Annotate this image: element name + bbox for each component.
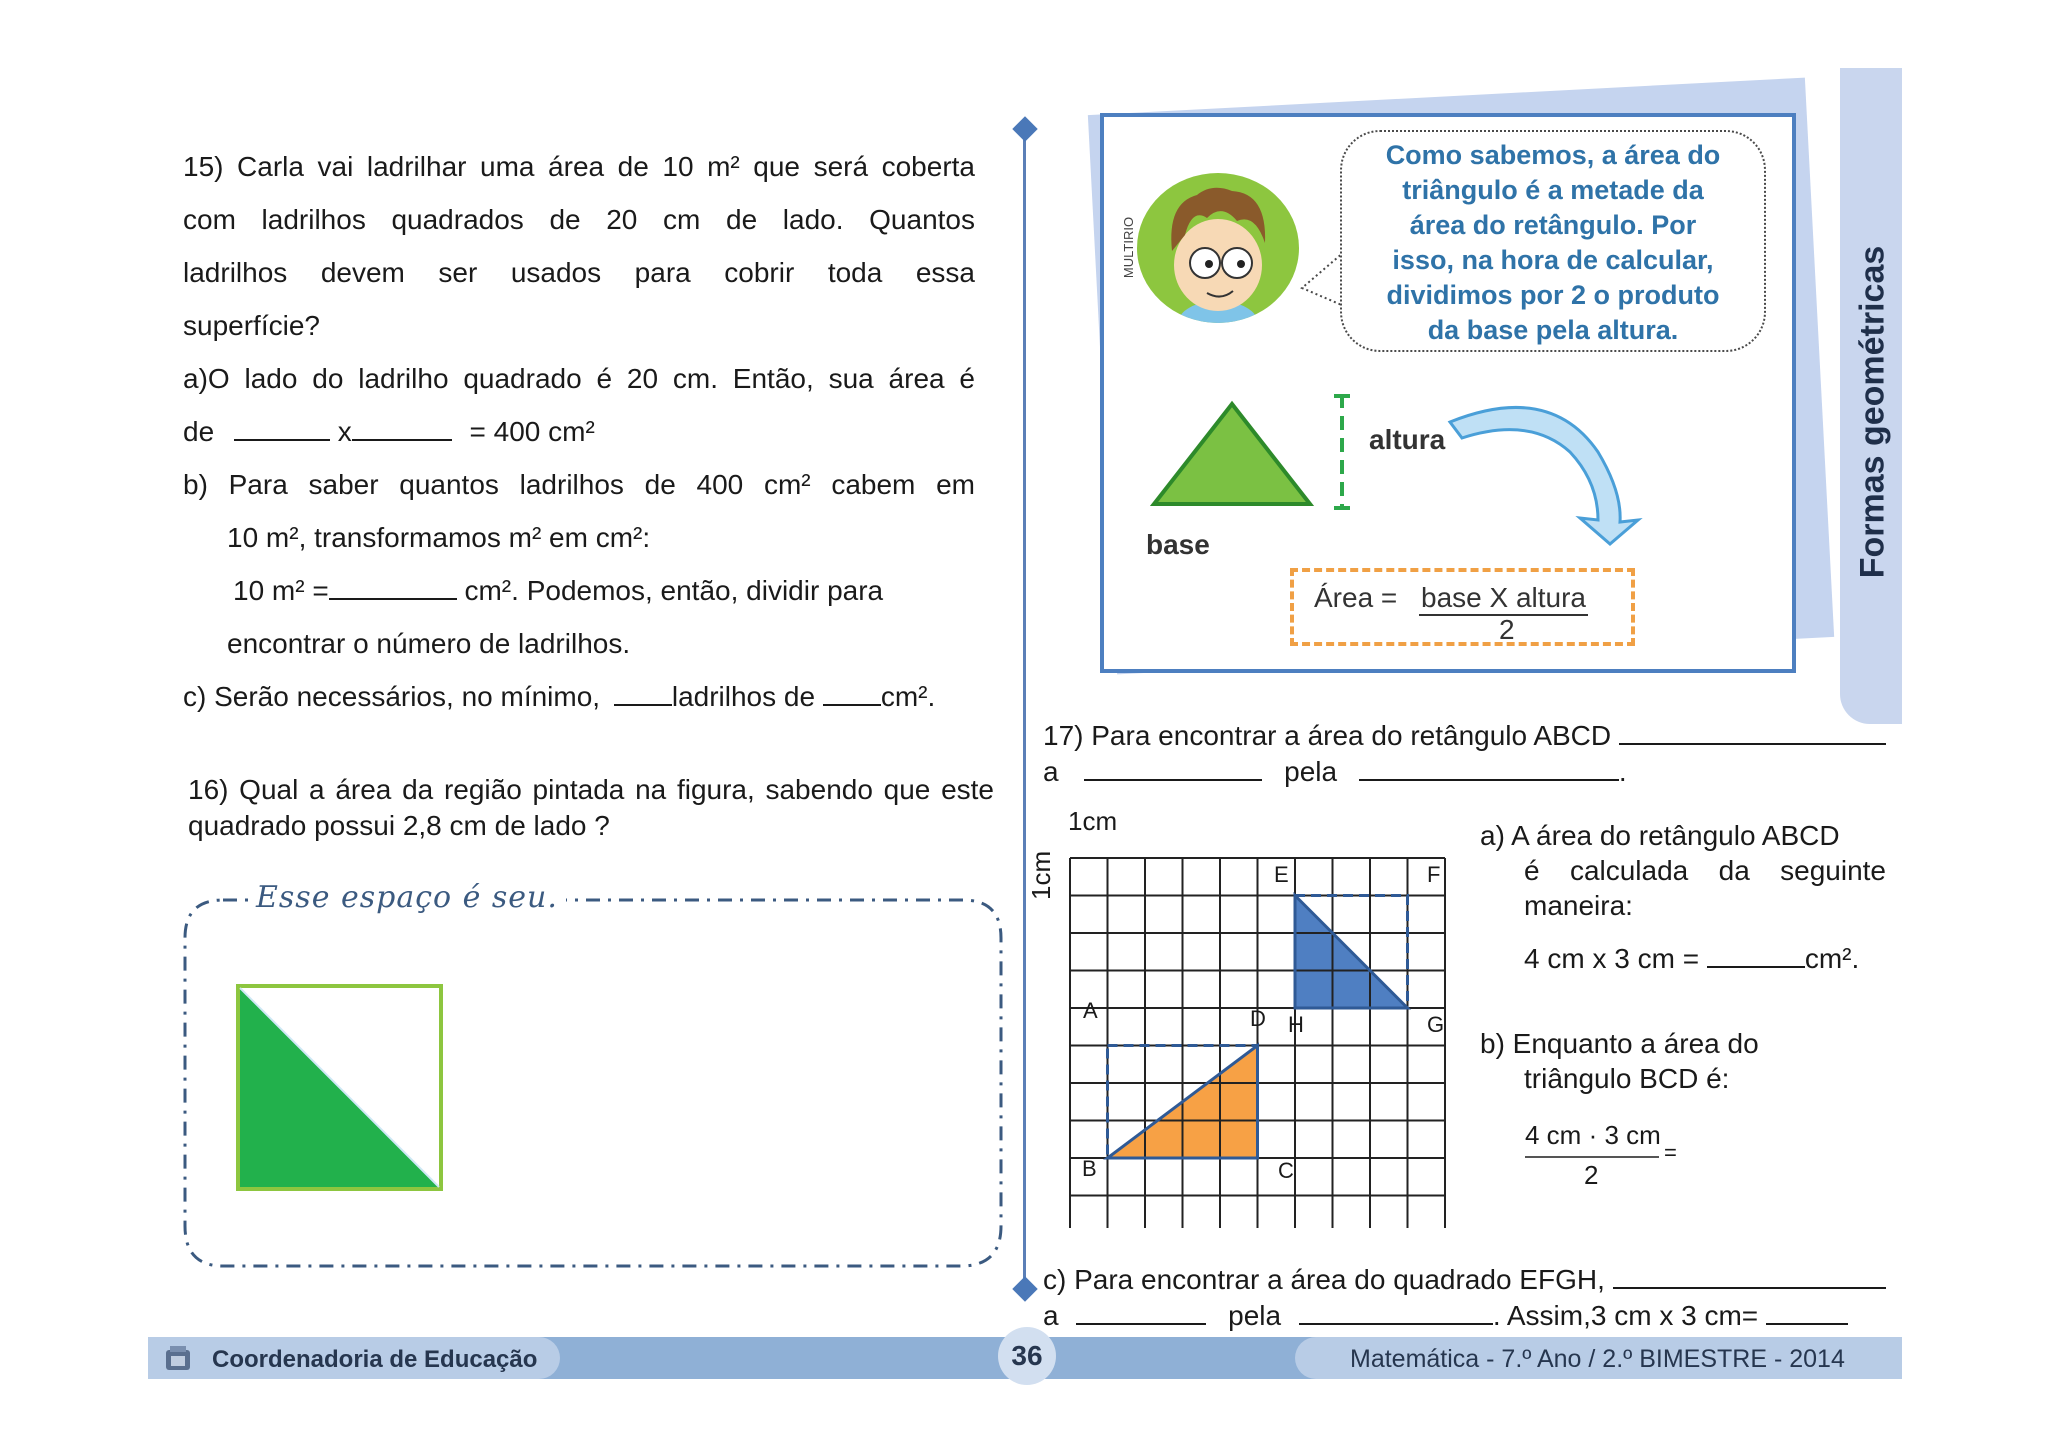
q17c-line: c) Para encontrar a área do quadrado EFGH, — [1043, 1264, 1605, 1295]
answer-blank[interactable] — [329, 574, 457, 600]
triangle-diagram — [1150, 392, 1670, 582]
q17b-numerator: 4 cm · 3 cm — [1525, 1120, 1661, 1150]
q17-pela: pela — [1284, 756, 1338, 787]
crest-icon — [160, 1344, 196, 1374]
grid-unit-side: 1cm — [1026, 850, 1056, 900]
point-label-E: E — [1274, 862, 1289, 887]
speech-line: triângulo é a metade da — [1402, 175, 1704, 205]
q15-a-prefix: de — [183, 416, 215, 447]
q15-b-answer — [183, 564, 975, 617]
answer-blank[interactable] — [1359, 755, 1619, 781]
speech-line: Como sabemos, a área do — [1385, 140, 1721, 170]
question-16: 16) Qual a área da região pintada na figura, sabendo que este quadrado possui 2,8 cm de lado ? — [188, 774, 994, 841]
point-label-H: H — [1288, 1012, 1304, 1037]
footer-left-text: Coordenadoria de Educação — [212, 1346, 538, 1373]
answer-space-label: Esse espaço é seu. — [248, 880, 566, 915]
q15-a-answer — [183, 405, 975, 458]
side-tab-title: Formas geométricas — [1853, 245, 1892, 579]
formula-lhs: Área = — [1314, 582, 1398, 613]
q15-b-line: b) Para saber quantos ladrilhos de 400 cm² cabem em — [183, 469, 975, 500]
q15-c-post: cm². — [880, 681, 936, 712]
point-label-B: B — [1082, 1156, 1097, 1181]
q15-line: 15) Carla vai ladrilhar uma área de 10 m² que será coberta — [183, 151, 975, 182]
speech-line: área do retângulo. Por — [1409, 210, 1697, 240]
point-label-A: A — [1083, 998, 1098, 1023]
q15-c-mid: ladrilhos de — [671, 681, 816, 712]
column-divider — [1023, 128, 1026, 1298]
answer-blank[interactable] — [1084, 755, 1262, 781]
speech-line: dividimos por 2 o produto — [1386, 280, 1720, 310]
answer-blank[interactable] — [614, 680, 672, 706]
q15-b-pre: 10 m² = — [233, 575, 329, 606]
q15-b-line: 10 m², transformamos m² em cm²: — [227, 522, 651, 553]
q17a-unit: cm². — [1804, 943, 1860, 974]
q15-line: superfície? — [183, 310, 320, 341]
q15-b-line: encontrar o número de ladrilhos. — [227, 628, 631, 659]
area-formula-box — [1290, 568, 1635, 646]
q15-b-post: cm². Podemos, então, dividir para — [464, 575, 884, 606]
q17c-a: a — [1043, 1300, 1059, 1331]
formula-denominator: 2 — [1499, 614, 1515, 645]
green-triangle — [1154, 404, 1310, 504]
answer-blank[interactable] — [1299, 1299, 1493, 1325]
page-number: 36 — [998, 1327, 1056, 1385]
answer-blank[interactable] — [1766, 1299, 1848, 1325]
q17-part-b — [1480, 1026, 1886, 1096]
point-label-D: D — [1250, 1006, 1266, 1031]
q17-part-a — [1480, 818, 1886, 976]
speech-line: isso, na hora de calcular, — [1392, 245, 1714, 275]
question-15 — [183, 140, 975, 723]
q17b-line: triângulo BCD é: — [1524, 1063, 1730, 1094]
q17c-assim: . Assim,3 cm x 3 cm= — [1492, 1300, 1759, 1331]
q17c-pela: pela — [1228, 1300, 1282, 1331]
square-grid — [1068, 856, 1462, 1228]
speech-bubble — [1340, 130, 1766, 352]
question-17: 17) Para encontrar a área do retângulo ABCD a pela . — [1043, 718, 1886, 790]
formula-numerator: base X altura — [1419, 582, 1588, 616]
answer-blank[interactable] — [823, 680, 881, 706]
divider-diamond-top — [1012, 116, 1037, 141]
q15-c-answer — [183, 670, 975, 723]
answer-blank[interactable] — [1707, 942, 1805, 968]
q15-a-result: = 400 cm² — [469, 416, 595, 447]
q17a-calc: 4 cm x 3 cm = — [1524, 943, 1700, 974]
answer-blank[interactable] — [1619, 719, 1886, 745]
point-label-F: F — [1427, 862, 1441, 887]
q15-c-pre: c) Serão necessários, no mínimo, — [183, 681, 601, 712]
divider-diamond-bottom — [1012, 1276, 1037, 1301]
curved-arrow-icon — [1450, 407, 1638, 544]
q17b-denominator: 2 — [1584, 1160, 1599, 1190]
answer-space-box[interactable] — [183, 898, 1003, 1268]
answer-blank[interactable] — [1076, 1299, 1206, 1325]
q15-a-line: a)O lado do ladrilho quadrado é 20 cm. Então, sua área é — [183, 363, 975, 394]
avatar-credit: MULTIRIO — [1121, 216, 1137, 279]
q17b-equals: = — [1664, 1140, 1677, 1165]
q17-a: a — [1043, 756, 1059, 787]
point-label-C: C — [1278, 1158, 1294, 1183]
character-avatar — [1137, 173, 1299, 323]
q15-line: ladrilhos devem ser usados para cobrir toda essa — [183, 257, 975, 288]
answer-blank[interactable] — [234, 415, 330, 441]
answer-blank[interactable] — [1613, 1263, 1886, 1289]
base-label: base — [1146, 529, 1210, 560]
answer-blank[interactable] — [352, 415, 452, 441]
speech-line: da base pela altura. — [1427, 315, 1679, 345]
q17-line: 17) Para encontrar a área do retângulo ABCD — [1043, 720, 1612, 751]
footer-right-text: Matemática - 7.º Ano / 2.º BIMESTRE - 2014 — [1350, 1345, 1845, 1373]
q17a-line: maneira: — [1524, 890, 1633, 921]
q17b-fraction-bar — [1525, 1156, 1659, 1158]
q17a-line: é calculada da seguinte — [1524, 855, 1886, 886]
q15-a-times: x — [337, 416, 352, 447]
q15-line: com ladrilhos quadrados de 20 cm de lado. Quantos — [183, 204, 975, 235]
q17b-line: b) Enquanto a área do — [1480, 1028, 1759, 1059]
grid-unit-top: 1cm — [1068, 806, 1118, 836]
q17a-line: a) A área do retângulo ABCD — [1480, 820, 1840, 851]
altura-label: altura — [1369, 424, 1446, 455]
point-label-G: G — [1427, 1012, 1445, 1037]
